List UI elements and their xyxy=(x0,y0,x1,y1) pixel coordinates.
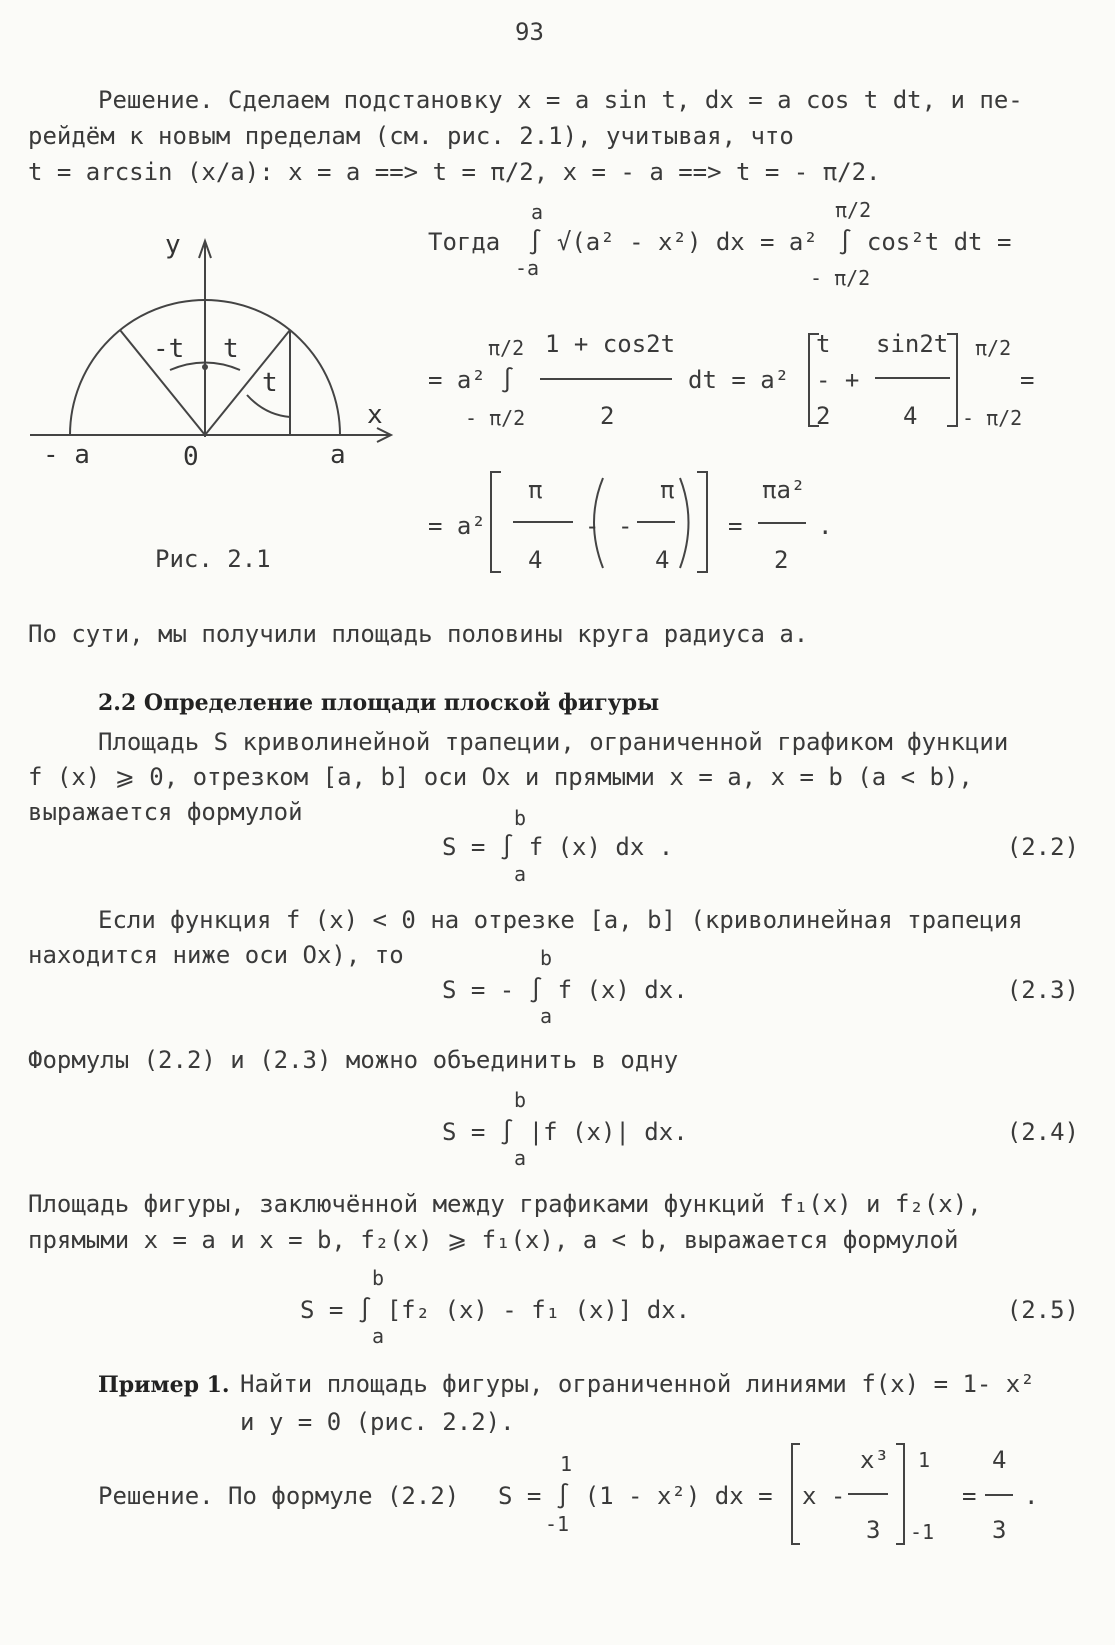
eq2-br-sin: sin2t xyxy=(876,330,949,358)
figure-caption: Рис. 2.1 xyxy=(155,545,271,573)
eq2-br-plus: - + xyxy=(816,366,860,394)
eq1-integral-cos: ∫ cos²t dt = xyxy=(838,228,1012,256)
eq3-minus: - xyxy=(585,512,600,540)
example-line1: Найти площадь фигуры, ограниченной линиями f(x) = 1- x² xyxy=(240,1370,1035,1398)
eq1-equals-a2: = a² xyxy=(760,228,818,256)
eq3-num: πa² xyxy=(762,476,806,504)
eq2-dt-eq: dt = a² xyxy=(688,366,790,394)
section-p2-line2: находится ниже оси Ox), то xyxy=(28,941,404,969)
eq2-br-4: 4 xyxy=(903,402,918,430)
solution-line-2: рейдём к новым пределам (см. рис. 2.1), учитывая, что xyxy=(28,122,794,150)
example-solution-prefix: Решение. По формуле (2.2) xyxy=(98,1482,460,1510)
eq3-four1: 4 xyxy=(528,546,543,574)
f23-body: S = - ∫ f (x) dx. xyxy=(442,976,688,1004)
section-p3: Формулы (2.2) и (2.3) можно объединить в одну xyxy=(28,1046,679,1074)
eq2-upper: π/2 xyxy=(488,336,525,360)
eq3-den: 2 xyxy=(774,546,789,574)
f24-lower: a xyxy=(514,1146,527,1170)
eq3-brackets xyxy=(485,468,715,578)
eq2-limit-lower: - π/2 xyxy=(962,406,1023,430)
eq1-togda: Тогда xyxy=(428,228,501,256)
f25-number: (2.5) xyxy=(1006,1296,1079,1324)
eq2-frac-line xyxy=(540,378,672,380)
eq2-br-t: t xyxy=(816,330,831,358)
example-res-den: 3 xyxy=(992,1516,1007,1544)
figure-semicircle xyxy=(25,225,405,480)
section-p2-line1: Если функция f (x) < 0 на отрезке [a, b] (криволинейная трапеция xyxy=(98,906,1023,934)
example-lim-low: -1 xyxy=(910,1520,935,1544)
eq3-lhs: = a² xyxy=(428,512,486,540)
f23-number: (2.3) xyxy=(1006,976,1079,1004)
example-line2: и y = 0 (рис. 2.2). xyxy=(240,1408,515,1436)
f22-lower: a xyxy=(514,862,527,886)
section-p1-line2: f (x) ⩾ 0, отрезком [a, b] оси Ox и прямыми x = a, x = b (a < b), xyxy=(28,763,973,791)
eq3-eq: = xyxy=(728,512,743,540)
example-lower: -1 xyxy=(545,1512,570,1536)
eq2-lower: - π/2 xyxy=(465,406,526,430)
eq1-lower-pi: - π/2 xyxy=(810,266,871,290)
page-number: 93 xyxy=(515,18,544,46)
f22-number: (2.2) xyxy=(1006,833,1079,861)
eq2-br-2: 2 xyxy=(816,402,831,430)
section-p4-line1: Площадь фигуры, заключённой между графиками функций f₁(x) и f₂(x), xyxy=(28,1190,982,1218)
eq2-numerator: 1 + cos2t xyxy=(545,330,676,358)
label-t: t xyxy=(223,334,239,364)
example-label: Пример 1. xyxy=(98,1372,230,1398)
conclusion: По сути, мы получили площадь половины круга радиуса a. xyxy=(28,620,809,648)
f22-upper: b xyxy=(514,806,527,830)
angle-arc-right xyxy=(247,395,290,417)
example-upper: 1 xyxy=(560,1452,573,1476)
eq3-frac-line xyxy=(758,522,806,524)
eq1-upper-pi: π/2 xyxy=(835,198,872,222)
eq1-integrand: ∫ √(a² - x²) dx xyxy=(528,228,745,256)
example-br-den: 3 xyxy=(866,1516,881,1544)
eq3-pi1: π xyxy=(528,476,543,504)
section-p1-line1: Площадь S криволинейной трапеции, ограниченной графиком функции xyxy=(98,728,1009,756)
label-a: a xyxy=(330,440,346,470)
example-res-eq: = xyxy=(962,1482,977,1510)
f23-lower: a xyxy=(540,1004,553,1028)
arc-dot xyxy=(202,364,208,370)
f24-upper: b xyxy=(514,1088,527,1112)
example-br-num: x³ xyxy=(860,1446,889,1474)
section-p4-line2: прямыми x = a и x = b, f₂(x) ⩾ f₁(x), a < b, выражается формулой xyxy=(28,1226,959,1254)
eq1-upper-a: a xyxy=(531,200,544,224)
example-res-num: 4 xyxy=(992,1446,1007,1474)
label-t2: t xyxy=(262,368,278,398)
f25-lower: a xyxy=(372,1324,385,1348)
section-heading: 2.2 Определение площади плоской фигуры xyxy=(98,690,660,716)
f23-upper: b xyxy=(540,946,553,970)
example-res-dot: . xyxy=(1024,1482,1039,1510)
f24-number: (2.4) xyxy=(1006,1118,1079,1146)
example-res-line xyxy=(985,1494,1013,1496)
section-p1-line3: выражается формулой xyxy=(28,798,303,826)
label-neg-a: - a xyxy=(43,440,90,470)
eq3-minus2: - xyxy=(618,512,633,540)
solution-line-3: t = arcsin (x/a): x = a ==> t = π/2, x = - a ==> t = - π/2. xyxy=(28,158,881,186)
eq3-four2: 4 xyxy=(655,546,670,574)
label-x: x xyxy=(367,400,383,430)
f25-upper: b xyxy=(372,1266,385,1290)
solution-line-1: Решение. Сделаем подстановку x = a sin t, dx = a cos t dt, и пе- xyxy=(98,86,1023,114)
label-y: y xyxy=(165,230,181,260)
example-br-x: x - xyxy=(802,1482,846,1510)
f25-body: S = ∫ [f₂ (x) - f₁ (x)] dx. xyxy=(300,1296,691,1324)
eq2-limit-upper: π/2 xyxy=(975,336,1012,360)
eq2-trailing: = xyxy=(1020,366,1035,394)
f22-body: S = ∫ f (x) dx . xyxy=(442,833,674,861)
eq3-pi2: π xyxy=(660,476,675,504)
eq2-denominator: 2 xyxy=(600,402,615,430)
eq1-lower-a: -a xyxy=(515,256,540,280)
label-zero: 0 xyxy=(183,442,199,472)
f24-body: S = ∫ |f (x)| dx. xyxy=(442,1118,688,1146)
eq3-dot: . xyxy=(818,512,833,540)
example-lim-up: 1 xyxy=(918,1448,931,1472)
label-minus-t: -t xyxy=(153,334,185,364)
eq2-lhs: = a² ∫ xyxy=(428,366,515,394)
example-body: S = ∫ (1 - x²) dx = xyxy=(498,1482,773,1510)
